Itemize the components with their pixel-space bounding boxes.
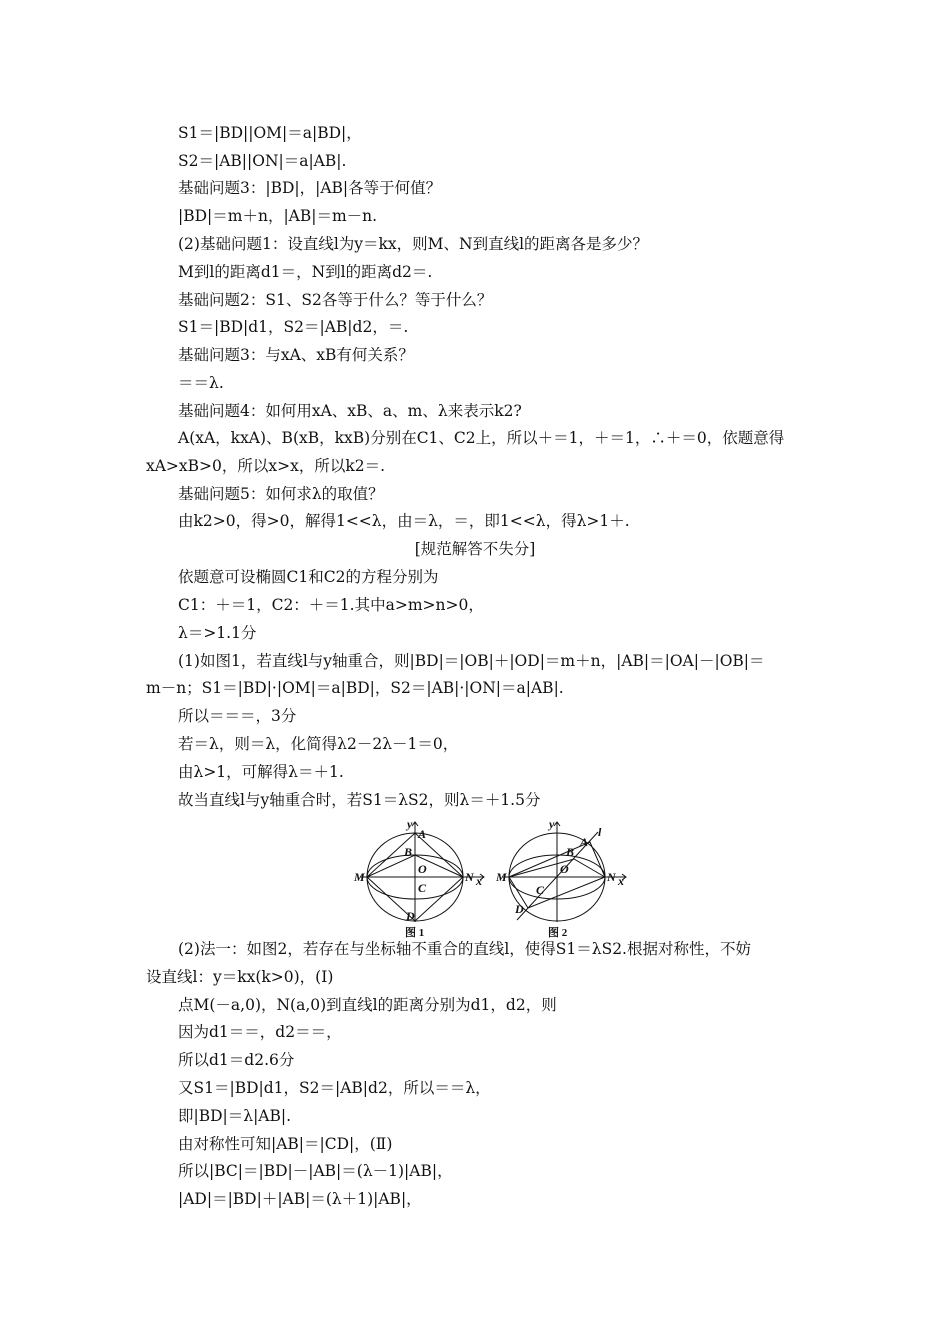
label-b: B: [404, 845, 413, 859]
label-n: N: [465, 870, 474, 884]
text-line: |BD|＝m＋n，|AB|＝m－n.: [178, 207, 378, 225]
label-a: A: [418, 827, 427, 841]
text-line: λ＝>1.1分: [178, 624, 257, 642]
figure-svg: [352, 816, 632, 940]
label-n: N: [607, 870, 616, 884]
text-line: ＝＝λ.: [178, 374, 224, 392]
text-line: 因为d1＝＝，d2＝＝，: [178, 1023, 342, 1041]
label-o: O: [560, 862, 569, 876]
text-line: 所以d1＝d2.6分: [178, 1051, 295, 1069]
figure-1-caption: 图 1: [405, 927, 425, 939]
label-c: C: [418, 881, 427, 895]
figure-2-caption: 图 2: [548, 927, 568, 939]
text-line: m－n；S1＝|BD|·|OM|＝a|BD|，S2＝|AB|·|ON|＝a|AB|.: [146, 679, 564, 697]
text-line: (2)基础问题1：设直线l为y＝kx，则M、N到直线l的距离各是多少？: [178, 235, 649, 253]
label-o: O: [418, 862, 427, 876]
section-heading: [规范解答不失分]: [414, 540, 536, 558]
text-line: 由对称性可知|AB|＝|CD|，(Ⅱ): [178, 1135, 393, 1153]
text-line: 依题意可设椭圆C1和C2的方程分别为: [178, 568, 439, 586]
text-line: 若＝λ，则＝λ，化简得λ2－2λ－1＝0，: [178, 735, 459, 753]
text-line: A(xA，kxA)、B(xB，kxB)分别在C1、C2上，所以＋＝1，＋＝1，∴＋＝0，依题意得: [178, 429, 785, 447]
text-line: 所以|BC|＝|BD|－|AB|＝(λ－1)|AB|，: [178, 1162, 453, 1180]
label-d: D: [406, 909, 415, 923]
label-y: y: [549, 817, 555, 831]
label-y: y: [407, 817, 413, 831]
label-b: B: [566, 845, 575, 859]
ellipse-figures: [352, 816, 632, 940]
text-line: 基础问题2：S1、S2各等于什么？等于什么？: [178, 291, 493, 309]
text-line: C1：＋＝1，C2：＋＝1.其中a>m>n>0，: [178, 596, 484, 614]
label-c: C: [536, 883, 545, 897]
label-x: x: [476, 874, 482, 888]
text-line: 由λ>1，可解得λ＝＋1.: [178, 763, 344, 781]
text-line: xA>xB>0，所以x>x，所以k2＝.: [146, 457, 386, 475]
label-l: l: [598, 825, 602, 839]
text-line: S2＝|AB||ON|＝a|AB|.: [178, 152, 347, 170]
label-x: x: [618, 874, 624, 888]
text-line: 又S1＝|BD|d1，S2＝|AB|d2，所以＝＝λ，: [178, 1079, 491, 1097]
text-line: 由k2>0，得>0，解得1<<λ，由＝λ，＝，即1<<λ，得λ>1＋.: [178, 512, 630, 530]
text-line: 基础问题4：如何用xA、xB、a、m、λ来表示k2?: [178, 402, 522, 420]
text-line: 所以＝＝＝，3分: [178, 707, 297, 725]
text-line: S1＝|BD||OM|＝a|BD|，: [178, 124, 362, 142]
label-a: A: [580, 835, 589, 849]
text-line: 即|BD|＝λ|AB|.: [178, 1107, 292, 1125]
label-m: M: [354, 870, 365, 884]
text-line: 点M(－a,0)，N(a,0)到直线l的距离分别为d1，d2，则: [178, 996, 557, 1014]
text-line: (2)法一：如图2，若存在与坐标轴不重合的直线l，使得S1＝λS2.根据对称性，不妨: [178, 940, 751, 958]
text-line: 设直线l：y＝kx(k>0)，(Ⅰ): [146, 968, 334, 986]
label-m: M: [496, 870, 507, 884]
text-line: S1＝|BD|d1，S2＝|AB|d2，＝.: [178, 318, 409, 336]
label-d: D: [515, 902, 524, 916]
text-line: M到l的距离d1＝，N到l的距离d2＝.: [178, 263, 433, 281]
text-line: 基础问题3：|BD|，|AB|各等于何值？: [178, 179, 442, 197]
text-line: 基础问题5：如何求λ的取值？: [178, 485, 384, 503]
text-line: (1)如图1，若直线l与y轴重合，则|BD|＝|OB|＋|OD|＝m＋n，|AB|＝|OA|－|OB|＝: [178, 652, 765, 670]
text-line: 基础问题3：与xA、xB有何关系？: [178, 346, 414, 364]
text-line: 故当直线l与y轴重合时，若S1＝λS2，则λ＝＋1.5分: [178, 791, 541, 809]
text-line: |AD|＝|BD|＋|AB|＝(λ＋1)|AB|，: [178, 1190, 422, 1208]
